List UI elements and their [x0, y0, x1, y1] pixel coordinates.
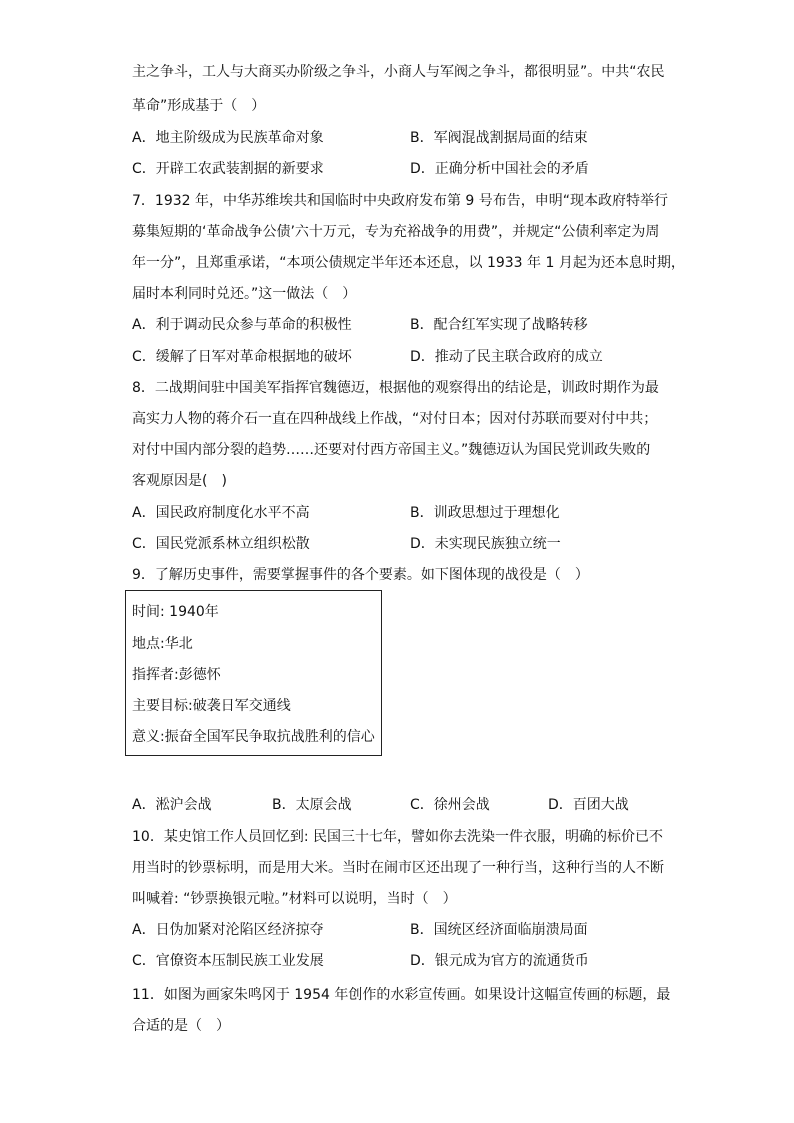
q10-option-a[interactable]: A．日伪加紧对沦陷区经济掠夺 [132, 922, 324, 938]
q9-box-commander: 指挥者:彭德怀 [132, 667, 221, 683]
q9-stem-line-1: 9．了解历史事件，需要掌握事件的各个要素。如下图体现的战役是（ ） [132, 567, 589, 583]
q7-stem-line-4: 届时本利同时兑还。”这一做法（ ） [132, 286, 357, 302]
q8-stem-line-2: 高实力人物的蒋介石一直在四种战线上作战，“对付日本；因对付苏联而要对付中共； [132, 411, 658, 427]
q7-option-a[interactable]: A．利于调动民众参与革命的积极性 [132, 317, 352, 333]
q7-stem-line-2: 募集短期的‘革命战争公债’六十万元，专为充裕战争的用费”，并规定“公债利率定为周 [132, 224, 660, 240]
q7-stem-line-3: 年一分”，且郑重承诺，“本项公债规定半年还本还息，以 1933 年 1 月起为还本息时期， [132, 255, 685, 271]
q7-option-b[interactable]: B．配合红军实现了战略转移 [410, 317, 588, 333]
q10-stem-line-3: 叫喊着: “钞票换银元啦。”材料可以说明，当时（ ） [132, 891, 457, 907]
q9-box-time: 时间: 1940年 [132, 604, 219, 620]
q8-option-a[interactable]: A．国民政府制度化水平不高 [132, 505, 310, 521]
q8-option-d[interactable]: D．未实现民族独立统一 [410, 536, 561, 552]
q9-box-goal: 主要目标:破袭日军交通线 [132, 698, 291, 714]
q7-option-c[interactable]: C．缓解了日军对革命根据地的破坏 [132, 349, 352, 365]
q9-box-significance: 意义:振奋全国军民争取抗战胜利的信心 [132, 729, 375, 745]
q9-option-b[interactable]: B．太原会战 [272, 797, 352, 813]
q8-stem-line-1: 8．二战期间驻中国美军指挥官魏德迈，根据他的观察得出的结论是，训政时期作为最 [132, 380, 659, 396]
q6-option-d[interactable]: D．正确分析中国社会的矛盾 [410, 161, 589, 177]
q8-stem-line-4: 客观原因是( ) [132, 473, 227, 489]
q6-option-a[interactable]: A．地主阶级成为民族革命对象 [132, 130, 324, 146]
q8-stem-line-3: 对付中国内部分裂的趋势……还要对付西方帝国主义。”魏德迈认为国民党训政失败的 [132, 442, 651, 458]
q9-option-a[interactable]: A．淞沪会战 [132, 797, 212, 813]
q8-option-c[interactable]: C．国民党派系林立组织松散 [132, 536, 310, 552]
q10-stem-line-2: 用当时的钞票标明，而是用大米。当时在闹市区还出现了一种行当，这种行当的人不断 [132, 860, 664, 876]
q9-option-d[interactable]: D．百团大战 [548, 797, 629, 813]
q9-info-box [125, 590, 382, 756]
q10-stem-line-1: 10．某史馆工作人员回忆到: 民国三十七年，譬如你去洗染一件衣服，明确的标价已不 [132, 829, 663, 845]
q11-stem-line-2: 合适的是（ ） [132, 1018, 230, 1034]
q10-option-d[interactable]: D．银元成为官方的流通货币 [410, 953, 589, 969]
q6-option-b[interactable]: B．军阀混战割据局面的结束 [410, 130, 588, 146]
q10-option-b[interactable]: B．国统区经济面临崩溃局面 [410, 922, 588, 938]
q7-option-d[interactable]: D．推动了民主联合政府的成立 [410, 349, 603, 365]
q6-stem-line-1: 主之争斗，工人与大商买办阶级之争斗，小商人与军阀之争斗，都很明显”。中共“农民 [132, 64, 665, 80]
q7-stem-line-1: 7．1932 年，中华苏维埃共和国临时中央政府发布第 9 号布告，申明“现本政府特举行 [132, 193, 669, 209]
q8-option-b[interactable]: B．训政思想过于理想化 [410, 505, 560, 521]
q11-stem-line-1: 11．如图为画家朱鸣冈于 1954 年创作的水彩宣传画。如果设计这幅宣传画的标题，最 [132, 987, 671, 1003]
q9-option-c[interactable]: C．徐州会战 [410, 797, 490, 813]
q10-option-c[interactable]: C．官僚资本压制民族工业发展 [132, 953, 324, 969]
q6-stem-line-2: 革命”形成基于（ ） [132, 98, 266, 114]
q9-box-place: 地点:华北 [132, 636, 193, 652]
q6-option-c[interactable]: C．开辟工农武装割据的新要求 [132, 161, 324, 177]
